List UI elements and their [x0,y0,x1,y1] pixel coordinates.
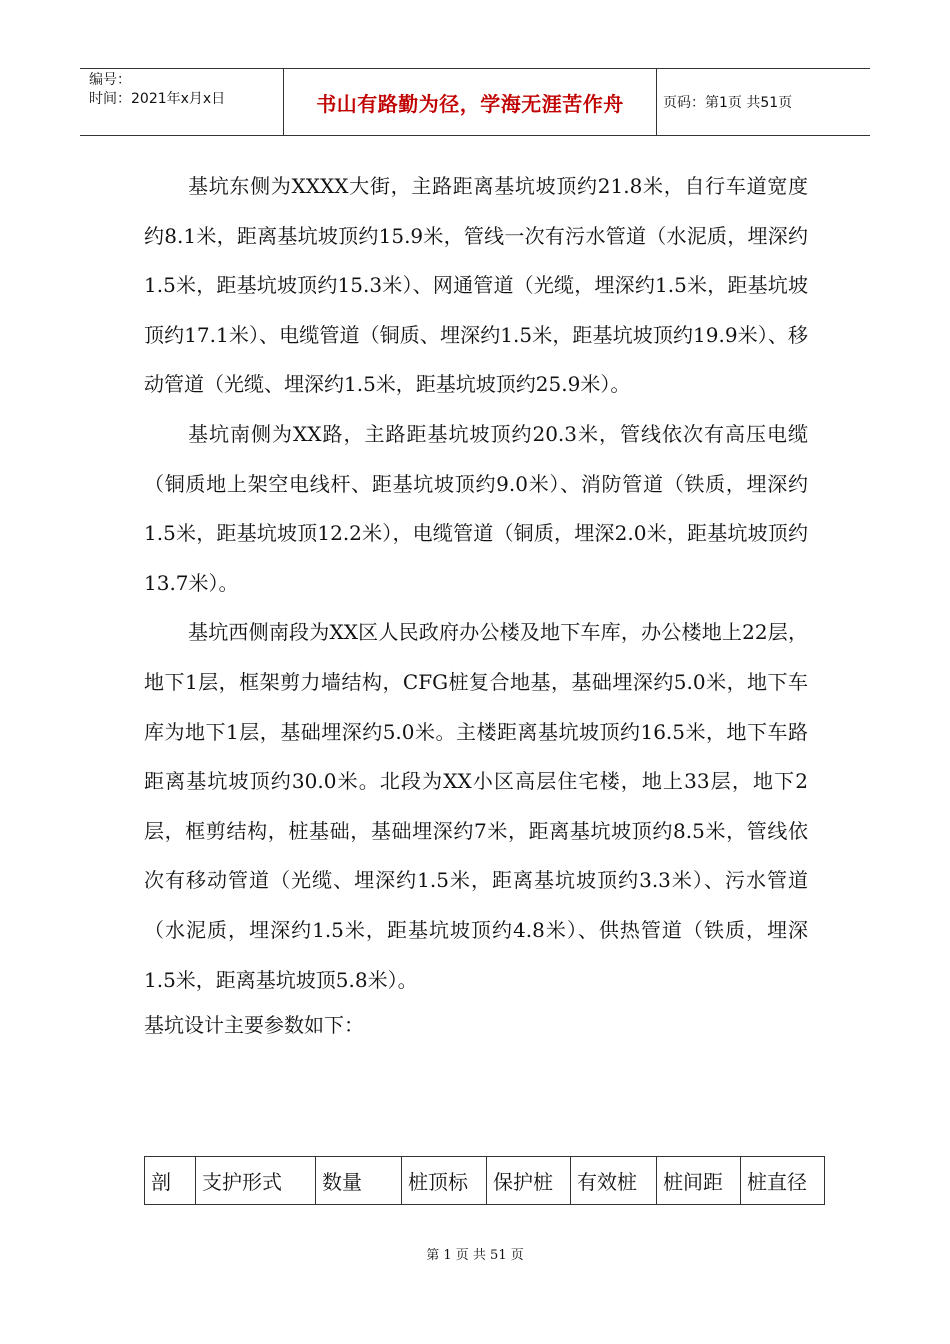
table-header-cell: 剖 [145,1157,196,1205]
parameter-table [144,1156,825,1205]
header-slogan-cell [283,69,657,135]
date-label: 时间：2021年x月x日 [89,91,226,107]
paragraph-west: 基坑西侧南段为XX区人民政府办公楼及地下车库，办公楼地上22层，地下1层，框架剪力墙结构，CFG桩复合地基，基础埋深约5.0米，地下车库为地下1层，基础埋深约5.0米。主楼距离基坑坡顶约16.5米，地下车路距离基坑坡顶约30.0米。北段为XX小区高层住宅楼，地上33层，地下2层，框剪结构，桩基础，基础埋深约7米，距离基坑坡顶约8.5米，管线依次有移动管道（光缆、埋深约1.5米，距离基坑坡顶约3.3米）、污水管道（水泥质，埋深约1.5米，距基坑坡顶约4.8米）、供热管道（铁质，埋深1.5米，距离基坑坡顶5.8米）。 [144,620,808,992]
table-header-row [145,1157,825,1205]
table-header-cell: 桩直径 [741,1157,825,1205]
page-header [80,68,870,136]
table-header-cell: 支护形式 [196,1157,316,1205]
paragraph-south: 基坑南侧为XX路，主路距基坑坡顶约20.3米，管线依次有高压电缆（铜质地上架空电线杆、距基坑坡顶约9.0米）、消防管道（铁质，埋深约1.5米，距基坑坡顶12.2米），电缆管道（铜质，埋深2.0米，距基坑坡顶约13.7米）。 [144,421,808,595]
document-body [144,162,808,1045]
header-page-info: 页码：第1页 共51页 [663,95,793,111]
table-header-cell: 保护桩 [487,1157,571,1205]
table-header-cell: 数量 [316,1157,402,1205]
page-footer: 第 1 页 共 51 页 [426,1248,524,1263]
header-meta [80,69,283,135]
table-header-cell: 桩顶标 [402,1157,487,1205]
table-header-cell: 桩间距 [657,1157,741,1205]
paragraph-east: 基坑东侧为XXXX大街，主路距离基坑坡顶约21.8米，自行车道宽度约8.1米，距离基坑坡顶约15.9米，管线一次有污水管道（水泥质，埋深约1.5米，距基坑坡顶约15.3米）、网通管道（光缆，埋深约1.5米，距基坑坡顶约17.1米）、电缆管道（铜质、埋深约1.5米，距基坑坡顶约19.9米）、移动管道（光缆、埋深约1.5米，距基坑坡顶约25.9米）。 [144,174,808,397]
table-intro: 基坑设计主要参数如下： [144,1013,364,1038]
header-slogan: 书山有路勤为径，学海无涯苦作舟 [316,91,624,116]
table-header-cell: 有效桩 [571,1157,657,1205]
number-label: 编号： [89,72,131,88]
